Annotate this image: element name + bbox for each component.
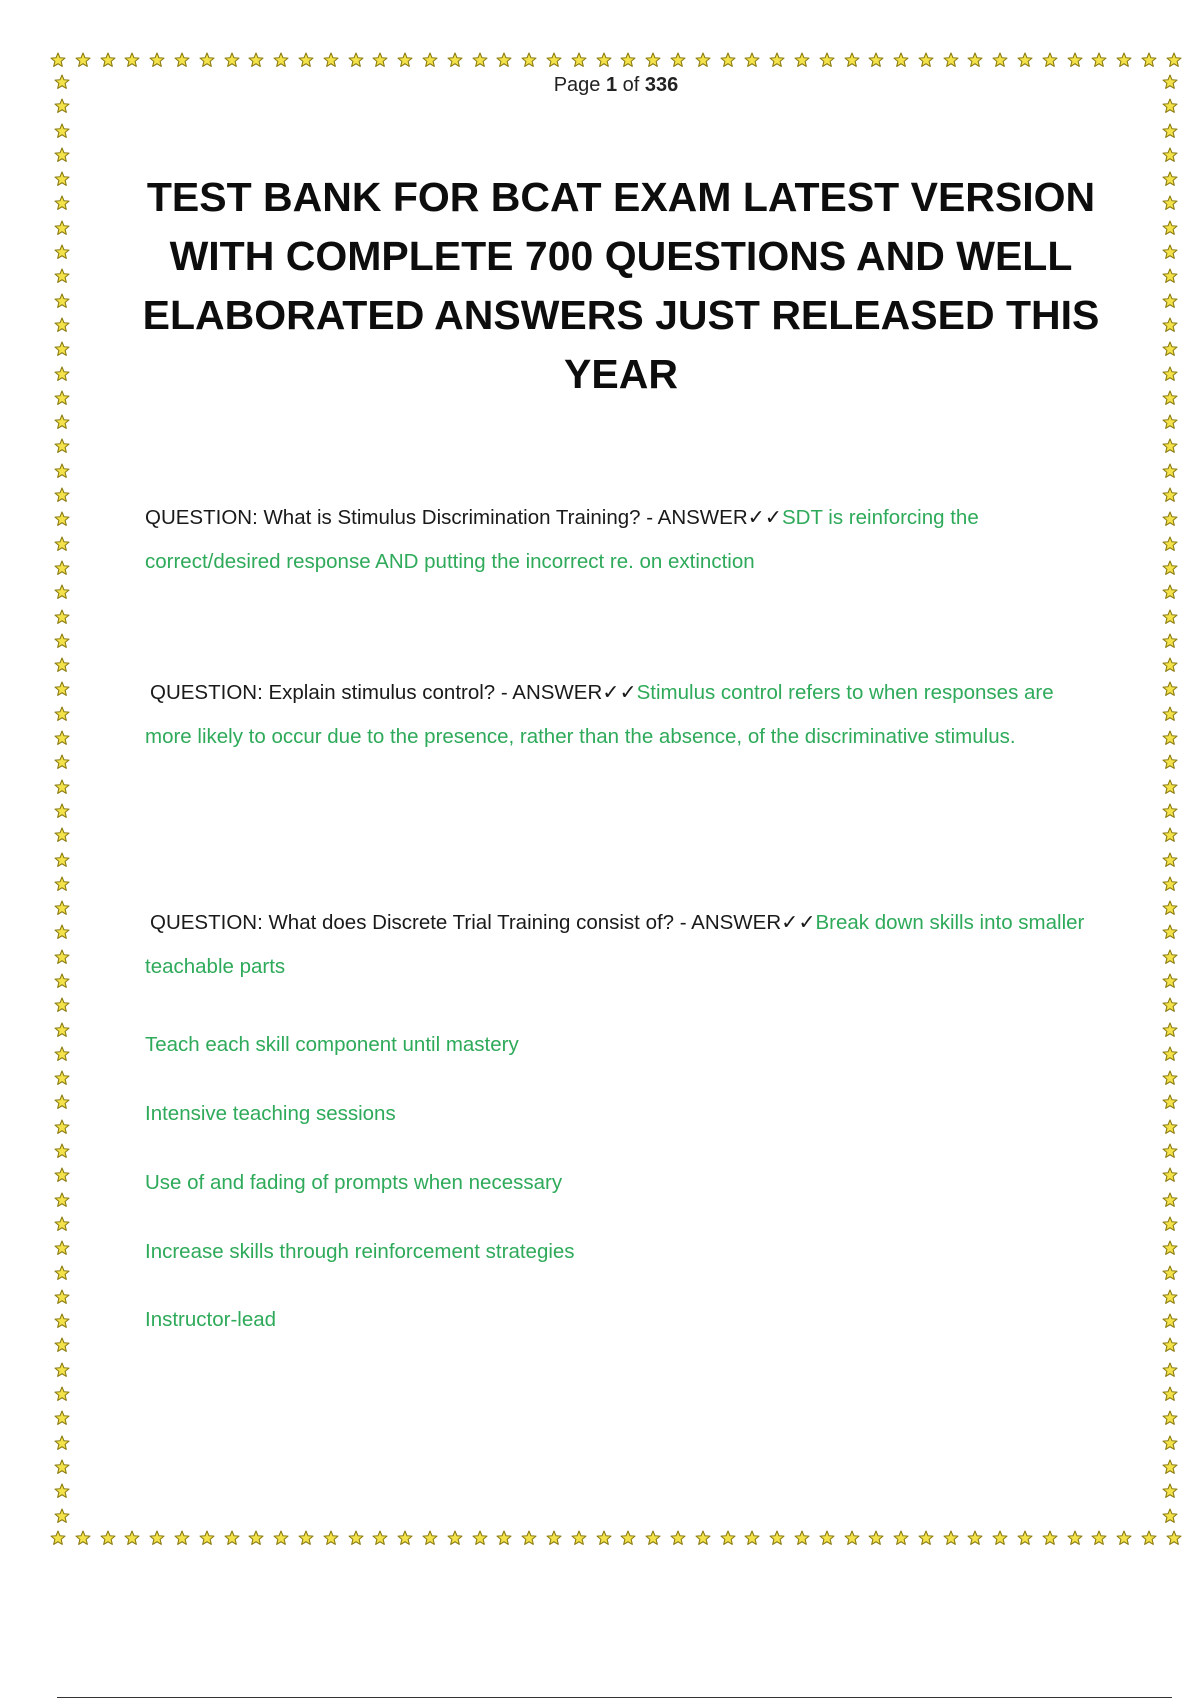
star-icon [1162, 1386, 1178, 1402]
star-icon [54, 293, 70, 309]
star-icon [1162, 584, 1178, 600]
star-icon [54, 754, 70, 770]
star-icon [100, 52, 116, 68]
star-icon [695, 1530, 711, 1546]
star-icon [1162, 1192, 1178, 1208]
star-icon [54, 949, 70, 965]
star-icon [54, 268, 70, 284]
footer-divider [57, 1697, 1172, 1698]
star-icon [1042, 52, 1058, 68]
star-icon [1162, 900, 1178, 916]
star-icon [1162, 195, 1178, 211]
star-icon [1162, 1410, 1178, 1426]
answer-text: SDT is reinforcing the correct/desired response AND putting the incorrect re. on extinction [145, 506, 979, 573]
star-icon [769, 1530, 785, 1546]
star-icon [1162, 609, 1178, 625]
star-icon [620, 1530, 636, 1546]
star-icon [744, 1530, 760, 1546]
star-icon [844, 1530, 860, 1546]
star-icon [1162, 1046, 1178, 1062]
star-icon [1166, 52, 1182, 68]
star-icon [1162, 779, 1178, 795]
page-total: 336 [644, 74, 679, 96]
document-title: TEST BANK FOR BCAT EXAM LATEST VERSION WITH COMPLETE 700 QUESTIONS AND WELL ELABORATED ANSWERS JUST RELEASED THIS YEAR [142, 174, 1100, 397]
star-icon [1162, 730, 1178, 746]
star-icon [54, 195, 70, 211]
star-icon [1162, 803, 1178, 819]
star-icon [298, 1530, 314, 1546]
star-icon [1162, 366, 1178, 382]
star-icon [720, 1530, 736, 1546]
star-icon [54, 123, 70, 139]
star-icon [645, 52, 661, 68]
star-icon [54, 973, 70, 989]
star-icon [620, 52, 636, 68]
star-icon [54, 827, 70, 843]
star-icon [100, 1530, 116, 1546]
star-icon [54, 1094, 70, 1110]
star-icon [54, 317, 70, 333]
star-icon [54, 1240, 70, 1256]
answer-line: Instructor-lead [145, 1308, 277, 1331]
star-icon [1091, 52, 1107, 68]
star-icon [1162, 1143, 1178, 1159]
star-icon [54, 900, 70, 916]
star-icon [1116, 52, 1132, 68]
star-icon [54, 1386, 70, 1402]
star-icon [1162, 171, 1178, 187]
star-icon [224, 1530, 240, 1546]
question-text: QUESTION: What does Discrete Trial Training consist of? - ANSWER✓✓ [150, 911, 816, 934]
star-icon [54, 1265, 70, 1281]
star-icon [54, 681, 70, 697]
star-icon [1162, 949, 1178, 965]
star-icon [1162, 1265, 1178, 1281]
star-icon [769, 52, 785, 68]
star-icon [54, 584, 70, 600]
star-icon [967, 1530, 983, 1546]
star-icon [124, 1530, 140, 1546]
star-icon [496, 1530, 512, 1546]
star-icon [54, 98, 70, 114]
star-icon [348, 52, 364, 68]
star-icon [1017, 1530, 1033, 1546]
star-icon [1162, 244, 1178, 260]
star-icon [893, 52, 909, 68]
star-icon [1091, 1530, 1107, 1546]
star-icon [1162, 1508, 1178, 1524]
star-icon [844, 52, 860, 68]
star-icon [472, 52, 488, 68]
star-icon [1162, 1167, 1178, 1183]
star-icon [571, 52, 587, 68]
star-icon [447, 1530, 463, 1546]
star-icon [596, 1530, 612, 1546]
star-icon [720, 52, 736, 68]
star-icon [54, 1167, 70, 1183]
star-icon [54, 706, 70, 722]
star-icon [54, 487, 70, 503]
star-icon [1162, 1094, 1178, 1110]
star-icon [1166, 1530, 1182, 1546]
star-icon [1067, 52, 1083, 68]
star-icon [54, 1119, 70, 1135]
star-icon [54, 1192, 70, 1208]
star-icon [50, 1530, 66, 1546]
star-icon [54, 1046, 70, 1062]
star-icon [54, 1410, 70, 1426]
star-icon [54, 1362, 70, 1378]
star-icon [1162, 997, 1178, 1013]
star-icon [1162, 560, 1178, 576]
qa-item-1 [145, 496, 1095, 584]
star-icon [54, 1022, 70, 1038]
star-icon [992, 52, 1008, 68]
star-icon [54, 463, 70, 479]
star-icon [943, 52, 959, 68]
star-icon [273, 1530, 289, 1546]
star-icon [1162, 414, 1178, 430]
star-icon [54, 1337, 70, 1353]
star-icon [124, 52, 140, 68]
star-icon [1162, 438, 1178, 454]
star-icon [54, 1459, 70, 1475]
star-icon [918, 52, 934, 68]
star-icon [323, 1530, 339, 1546]
star-icon [348, 1530, 364, 1546]
star-icon [54, 220, 70, 236]
answer-line: Teach each skill component until mastery [145, 1033, 519, 1056]
star-icon [54, 633, 70, 649]
star-icon [54, 366, 70, 382]
star-icon [521, 1530, 537, 1546]
star-icon [174, 1530, 190, 1546]
star-icon [54, 171, 70, 187]
star-icon [75, 1530, 91, 1546]
star-icon [1162, 220, 1178, 236]
star-icon [1162, 876, 1178, 892]
star-icon [1162, 852, 1178, 868]
star-icon [54, 924, 70, 940]
star-icon [397, 1530, 413, 1546]
star-icon [199, 1530, 215, 1546]
answer-text: Break down skills into smaller teachable parts [145, 911, 1085, 978]
qa-item-3 [145, 901, 1095, 989]
star-icon [1162, 317, 1178, 333]
star-icon [1162, 1070, 1178, 1086]
star-icon [992, 1530, 1008, 1546]
star-icon [744, 52, 760, 68]
star-icon [54, 244, 70, 260]
star-icon [1162, 511, 1178, 527]
star-icon [54, 1483, 70, 1499]
star-icon [1162, 1119, 1178, 1135]
page-number: Page 1 of 336 [553, 74, 679, 96]
star-icon [1162, 536, 1178, 552]
star-icon [546, 52, 562, 68]
star-icon [54, 1216, 70, 1232]
star-icon [868, 52, 884, 68]
star-icon [521, 52, 537, 68]
star-icon [1162, 681, 1178, 697]
star-icon [224, 52, 240, 68]
star-icon [54, 779, 70, 795]
answer-text: Stimulus control refers to when responses are more likely to occur due to the presence, rather than the absence, of the discriminative stimulus. [145, 681, 1054, 748]
star-icon [54, 560, 70, 576]
star-icon [1162, 924, 1178, 940]
star-icon [472, 1530, 488, 1546]
star-icon [422, 1530, 438, 1546]
star-icon [794, 1530, 810, 1546]
star-icon [54, 730, 70, 746]
answer-line: Increase skills through reinforcement strategies [145, 1240, 575, 1263]
star-icon [54, 1070, 70, 1086]
star-icon [695, 52, 711, 68]
star-icon [1162, 1483, 1178, 1499]
star-icon [174, 52, 190, 68]
star-icon [149, 52, 165, 68]
star-icon [54, 1143, 70, 1159]
star-icon [54, 1508, 70, 1524]
star-icon [819, 1530, 835, 1546]
star-border-bottom [50, 1526, 1182, 1550]
star-icon [1162, 633, 1178, 649]
star-icon [967, 52, 983, 68]
page-current: 1 [605, 74, 618, 96]
star-icon [397, 52, 413, 68]
star-icon [819, 52, 835, 68]
answer-line: Use of and fading of prompts when necessary [145, 1171, 563, 1194]
star-icon [1162, 1337, 1178, 1353]
star-icon [1162, 1435, 1178, 1451]
star-icon [422, 52, 438, 68]
star-icon [54, 609, 70, 625]
star-icon [54, 657, 70, 673]
star-icon [54, 341, 70, 357]
star-icon [670, 52, 686, 68]
star-icon [794, 52, 810, 68]
star-icon [248, 52, 264, 68]
star-icon [496, 52, 512, 68]
star-icon [1116, 1530, 1132, 1546]
star-border-top [50, 48, 1182, 72]
star-icon [1017, 52, 1033, 68]
star-icon [273, 52, 289, 68]
star-icon [1162, 1313, 1178, 1329]
star-border-right [1158, 74, 1182, 1524]
star-icon [1141, 1530, 1157, 1546]
star-icon [1162, 268, 1178, 284]
star-icon [54, 511, 70, 527]
star-icon [149, 1530, 165, 1546]
star-icon [248, 1530, 264, 1546]
star-icon [1162, 487, 1178, 503]
star-icon [50, 52, 66, 68]
star-icon [893, 1530, 909, 1546]
star-icon [1162, 1289, 1178, 1305]
star-icon [298, 52, 314, 68]
star-icon [868, 1530, 884, 1546]
star-icon [546, 1530, 562, 1546]
question-text: QUESTION: What is Stimulus Discrimination Training? - ANSWER✓✓ [145, 506, 782, 529]
star-icon [54, 1435, 70, 1451]
qa-item-2 [145, 671, 1095, 759]
star-icon [54, 390, 70, 406]
star-icon [1141, 52, 1157, 68]
star-icon [199, 52, 215, 68]
star-icon [54, 1313, 70, 1329]
star-icon [645, 1530, 661, 1546]
star-icon [1042, 1530, 1058, 1546]
star-icon [54, 803, 70, 819]
star-icon [1162, 754, 1178, 770]
star-icon [1162, 98, 1178, 114]
star-icon [447, 52, 463, 68]
star-icon [54, 1289, 70, 1305]
star-icon [54, 997, 70, 1013]
star-icon [571, 1530, 587, 1546]
star-icon [75, 52, 91, 68]
star-icon [1162, 1216, 1178, 1232]
star-icon [54, 536, 70, 552]
star-icon [1162, 1240, 1178, 1256]
star-icon [1162, 657, 1178, 673]
star-icon [372, 52, 388, 68]
star-icon [54, 147, 70, 163]
star-border-left [50, 74, 74, 1524]
answer-line: Intensive teaching sessions [145, 1102, 396, 1125]
star-icon [596, 52, 612, 68]
star-icon [1162, 827, 1178, 843]
star-icon [1162, 341, 1178, 357]
star-icon [1067, 1530, 1083, 1546]
star-icon [670, 1530, 686, 1546]
star-icon [1162, 1362, 1178, 1378]
star-icon [1162, 1022, 1178, 1038]
star-icon [1162, 390, 1178, 406]
star-icon [54, 414, 70, 430]
star-icon [1162, 1459, 1178, 1475]
star-icon [918, 1530, 934, 1546]
star-icon [54, 852, 70, 868]
star-icon [323, 52, 339, 68]
star-icon [372, 1530, 388, 1546]
star-icon [1162, 293, 1178, 309]
star-icon [54, 876, 70, 892]
question-text: QUESTION: Explain stimulus control? - ANSWER✓✓ [150, 681, 637, 704]
star-icon [1162, 706, 1178, 722]
star-icon [1162, 147, 1178, 163]
star-icon [54, 438, 70, 454]
star-icon [1162, 123, 1178, 139]
star-icon [1162, 463, 1178, 479]
star-icon [1162, 973, 1178, 989]
star-icon [943, 1530, 959, 1546]
